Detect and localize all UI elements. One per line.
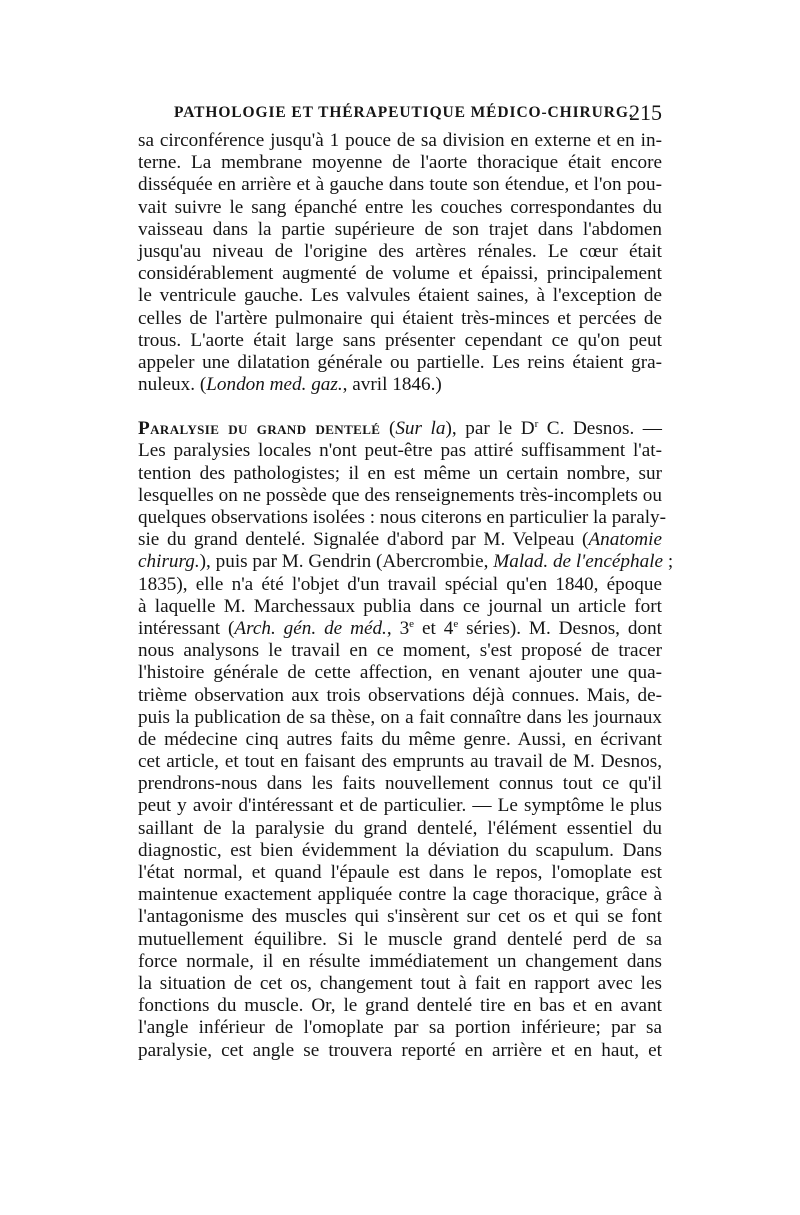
journal-citation: London med. gaz. [206, 374, 343, 396]
text-fragment-italic: chirurg. [138, 551, 200, 573]
text-line: le ventricule gauche. Les valvules étaient saines, à l'exception de [138, 285, 662, 307]
running-head [174, 100, 662, 126]
text-line: vait suivre le sang épanché entre les couches correspondantes du [138, 196, 662, 218]
text-line: l'antagonisme des muscles qui s'insèrent sur cet os et qui se font [138, 906, 662, 928]
text-line: diagnostic, est bien évidemment la déviation du scapulum. Dans [138, 839, 662, 861]
paragraph-gap [138, 396, 662, 418]
text-fragment-italic: Sur la [395, 418, 446, 440]
superscript: r [534, 418, 539, 431]
text-line: sa circonférence jusqu'à 1 pouce de sa division en externe et en in- [138, 130, 662, 151]
text-line: jusqu'au niveau de l'origine des artères rénales. Le cœur était [138, 240, 662, 262]
text-line-citation [138, 374, 662, 396]
text-line: cet article, et tout en faisant des emprunts au travail de M. Desnos, [138, 751, 662, 773]
text-fragment: , avril 1846.) [342, 374, 442, 396]
text-line: quelques observations isolées : nous citerons en particulier la paraly- [138, 507, 667, 528]
article-heading-line [138, 418, 662, 440]
text-line: terne. La membrane moyenne de l'aorte thoracique était encore [138, 152, 662, 174]
text-line: trous. L'aorte était large sans présenter cependant ce qu'on peut [138, 329, 662, 351]
text-line: tention des pathologistes; il en est même un certain nombre, sur [138, 462, 662, 484]
text-line: disséquée en arrière et à gauche dans toute son étendue, et l'on pou- [138, 174, 662, 196]
text-line: appeler une dilatation générale ou partielle. Les reins étaient gra- [138, 351, 662, 373]
text-fragment: C. Desnos. — [538, 418, 662, 440]
text-line [138, 529, 662, 551]
text-line: nous analysons le travail en ce moment, s'est proposé de tracer [138, 640, 662, 662]
text-fragment-italic: Malad. de l'encéphale [493, 551, 664, 573]
text-line: trième observation aux trois observations déjà connues. Mais, de- [138, 684, 662, 706]
text-block [138, 130, 674, 1062]
text-line [138, 618, 662, 640]
article-heading: Paralysie du grand dentelé [138, 418, 381, 440]
text-line: considérablement augmenté de volume et épaissi, principalement [138, 263, 662, 285]
text-line: de médecine cinq autres faits du même genre. Aussi, en écrivant [138, 728, 662, 750]
text-line: saillant de la paralysie du grand dentelé, l'élément essentiel du [138, 817, 662, 839]
page-number: 215 [629, 100, 662, 125]
text-line: paralysie, cet angle se trouvera reporté en arrière et en haut, et [138, 1039, 662, 1061]
running-title: PATHOLOGIE ET THÉRAPEUTIQUE MÉDICO-CHIRURG. [174, 104, 634, 121]
text-fragment: intéressant ( [138, 617, 235, 639]
paragraph-paralysie-grand-dentele [138, 418, 674, 1061]
paragraph-aorta-case [138, 130, 662, 396]
text-fragment: ), par le D [445, 418, 535, 440]
text-fragment: séries). M. Desnos, dont [458, 617, 662, 639]
superscript: e [453, 617, 459, 630]
text-fragment: , 3 [386, 617, 410, 639]
text-line: 1835), elle n'a été l'objet d'un travail spécial qu'en 1840, époque [138, 573, 662, 595]
text-line: l'angle inférieur de l'omoplate par sa portion inférieure; par sa [138, 1017, 662, 1039]
text-line: celles de l'artère pulmonaire qui étaient très-minces et percées de [138, 307, 662, 329]
text-line: puis la publication de sa thèse, on a fait connaître dans les journaux [138, 706, 662, 728]
text-fragment-italic: Arch. gén. de méd. [234, 617, 387, 639]
text-line: mutuellement équilibre. Si le muscle grand dentelé perd de sa [138, 928, 662, 950]
text-fragment: sie du grand dentelé. Signalée d'abord par M. Velpeau ( [138, 529, 589, 551]
text-fragment-italic: Anatomie [588, 529, 662, 551]
text-line: lesquelles on ne possède que des renseignements très-incomplets ou [138, 484, 662, 506]
text-line [138, 551, 674, 573]
text-line: fonctions du muscle. Or, le grand dentelé tire en bas et en avant [138, 995, 662, 1017]
text-line: l'état normal, et quand l'épaule est dans le repos, l'omoplate est [138, 862, 662, 883]
text-fragment: ; [663, 551, 674, 573]
text-fragment: nuleux. ( [138, 374, 207, 396]
superscript: e [409, 617, 415, 630]
text-line: la situation de cet os, changement tout à fait en rapport avec les [138, 972, 662, 994]
text-line: maintenue exactement appliquée contre la cage thoracique, grâce à [138, 884, 662, 906]
text-line: Les paralysies locales n'ont peut-être pas attiré suffisamment l'at- [138, 440, 662, 462]
text-line: vaisseau dans la partie supérieure de son trajet dans l'abdomen [138, 218, 662, 240]
text-fragment: ), puis par M. Gendrin (Abercrombie, [199, 551, 494, 573]
text-fragment: et 4 [414, 617, 454, 639]
text-line: l'histoire générale de cette affection, en venant ajouter une qua- [138, 662, 662, 684]
text-fragment: ( [380, 418, 396, 440]
text-line: force normale, il en résulte immédiatement un changement dans [138, 950, 662, 972]
text-line: à laquelle M. Marchessaux publia dans ce journal un article fort [138, 595, 662, 617]
text-line: peut y avoir d'intéressant et de particulier. — Le symptôme le plus [138, 795, 662, 817]
text-line: prendrons-nous dans les faits nouvellement connus tout ce qu'il [138, 773, 662, 795]
